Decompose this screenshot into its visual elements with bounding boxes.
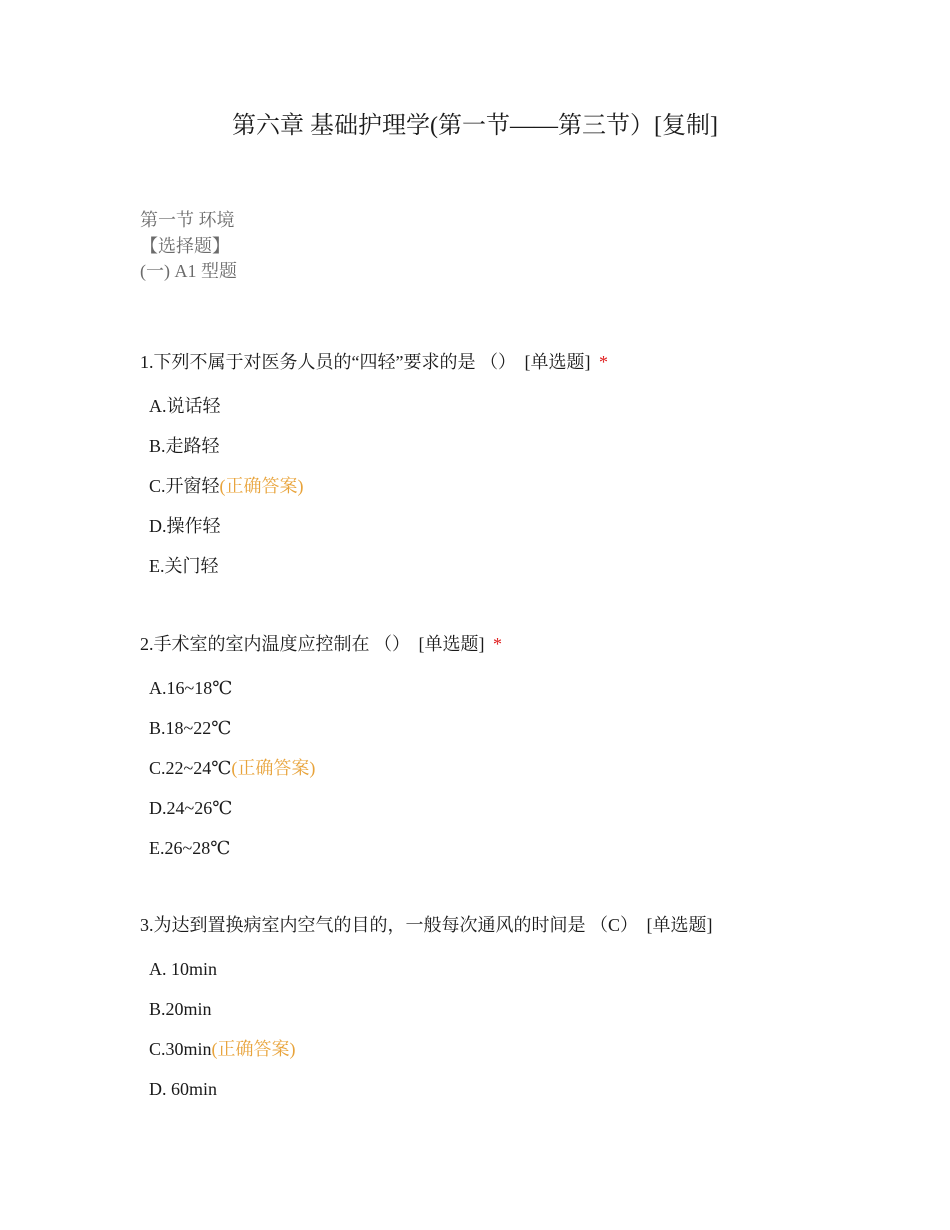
option-text: B.20min [149, 999, 212, 1019]
question-type-badge: [单选题] [418, 634, 485, 654]
question-1 [140, 350, 900, 594]
option-a [149, 394, 900, 434]
option-b [149, 716, 900, 756]
option-a [149, 676, 900, 716]
option-b [149, 997, 900, 1037]
option-text: C.30min [149, 1039, 212, 1059]
option-text: B.走路轻 [149, 436, 220, 456]
required-marker: * [598, 352, 608, 372]
option-text: E.26~28℃ [149, 838, 231, 858]
option-text: D.24~26℃ [149, 798, 233, 818]
question-stem [140, 350, 900, 374]
option-text: A.说话轻 [149, 396, 221, 416]
section-subtype: (一) A1 型题 [140, 261, 237, 281]
option-text: D. 60min [149, 1079, 218, 1099]
option-c [149, 756, 900, 796]
question-type-badge: [单选题] [524, 352, 591, 372]
option-list [140, 957, 900, 1117]
question-text: 3.为达到置换病室内空气的目的，一般每次通风的时间是 （C） [140, 915, 639, 935]
correct-answer-tag: (正确答案) [219, 476, 304, 496]
question-text: 2.手术室的室内温度应控制在 （） [140, 634, 410, 654]
option-e [149, 836, 900, 876]
correct-answer-tag: (正确答案) [231, 758, 316, 778]
option-text: A.16~18℃ [149, 678, 233, 698]
option-c [149, 474, 900, 514]
option-e [149, 554, 900, 594]
required-marker: * [493, 634, 502, 654]
option-list [140, 676, 900, 876]
section-header [140, 208, 237, 285]
option-list [140, 394, 900, 594]
option-text: D.操作轻 [149, 516, 221, 536]
section-category: 【选择题】 [140, 235, 230, 256]
question-2 [140, 632, 900, 876]
option-d [149, 1077, 900, 1117]
option-text: E.关门轻 [149, 556, 219, 576]
page-title: 第六章 基础护理学(第一节——第三节）[复制] [232, 113, 718, 139]
question-stem [140, 632, 900, 656]
option-d [149, 514, 900, 554]
question-type-badge: [单选题] [646, 915, 713, 935]
option-d [149, 796, 900, 836]
question-3 [140, 913, 900, 1117]
option-text: A. 10min [149, 959, 218, 979]
option-text: B.18~22℃ [149, 718, 232, 738]
option-c [149, 1037, 900, 1077]
option-a [149, 957, 900, 997]
option-b [149, 434, 900, 474]
correct-answer-tag: (正确答案) [211, 1039, 296, 1059]
section-name: 第一节 环境 [140, 210, 235, 230]
question-text: 1.下列不属于对医务人员的“四轻”要求的是 （） [140, 352, 516, 372]
question-stem [140, 913, 900, 937]
option-text: C.开窗轻 [149, 476, 220, 496]
option-text: C.22~24℃ [149, 758, 232, 778]
